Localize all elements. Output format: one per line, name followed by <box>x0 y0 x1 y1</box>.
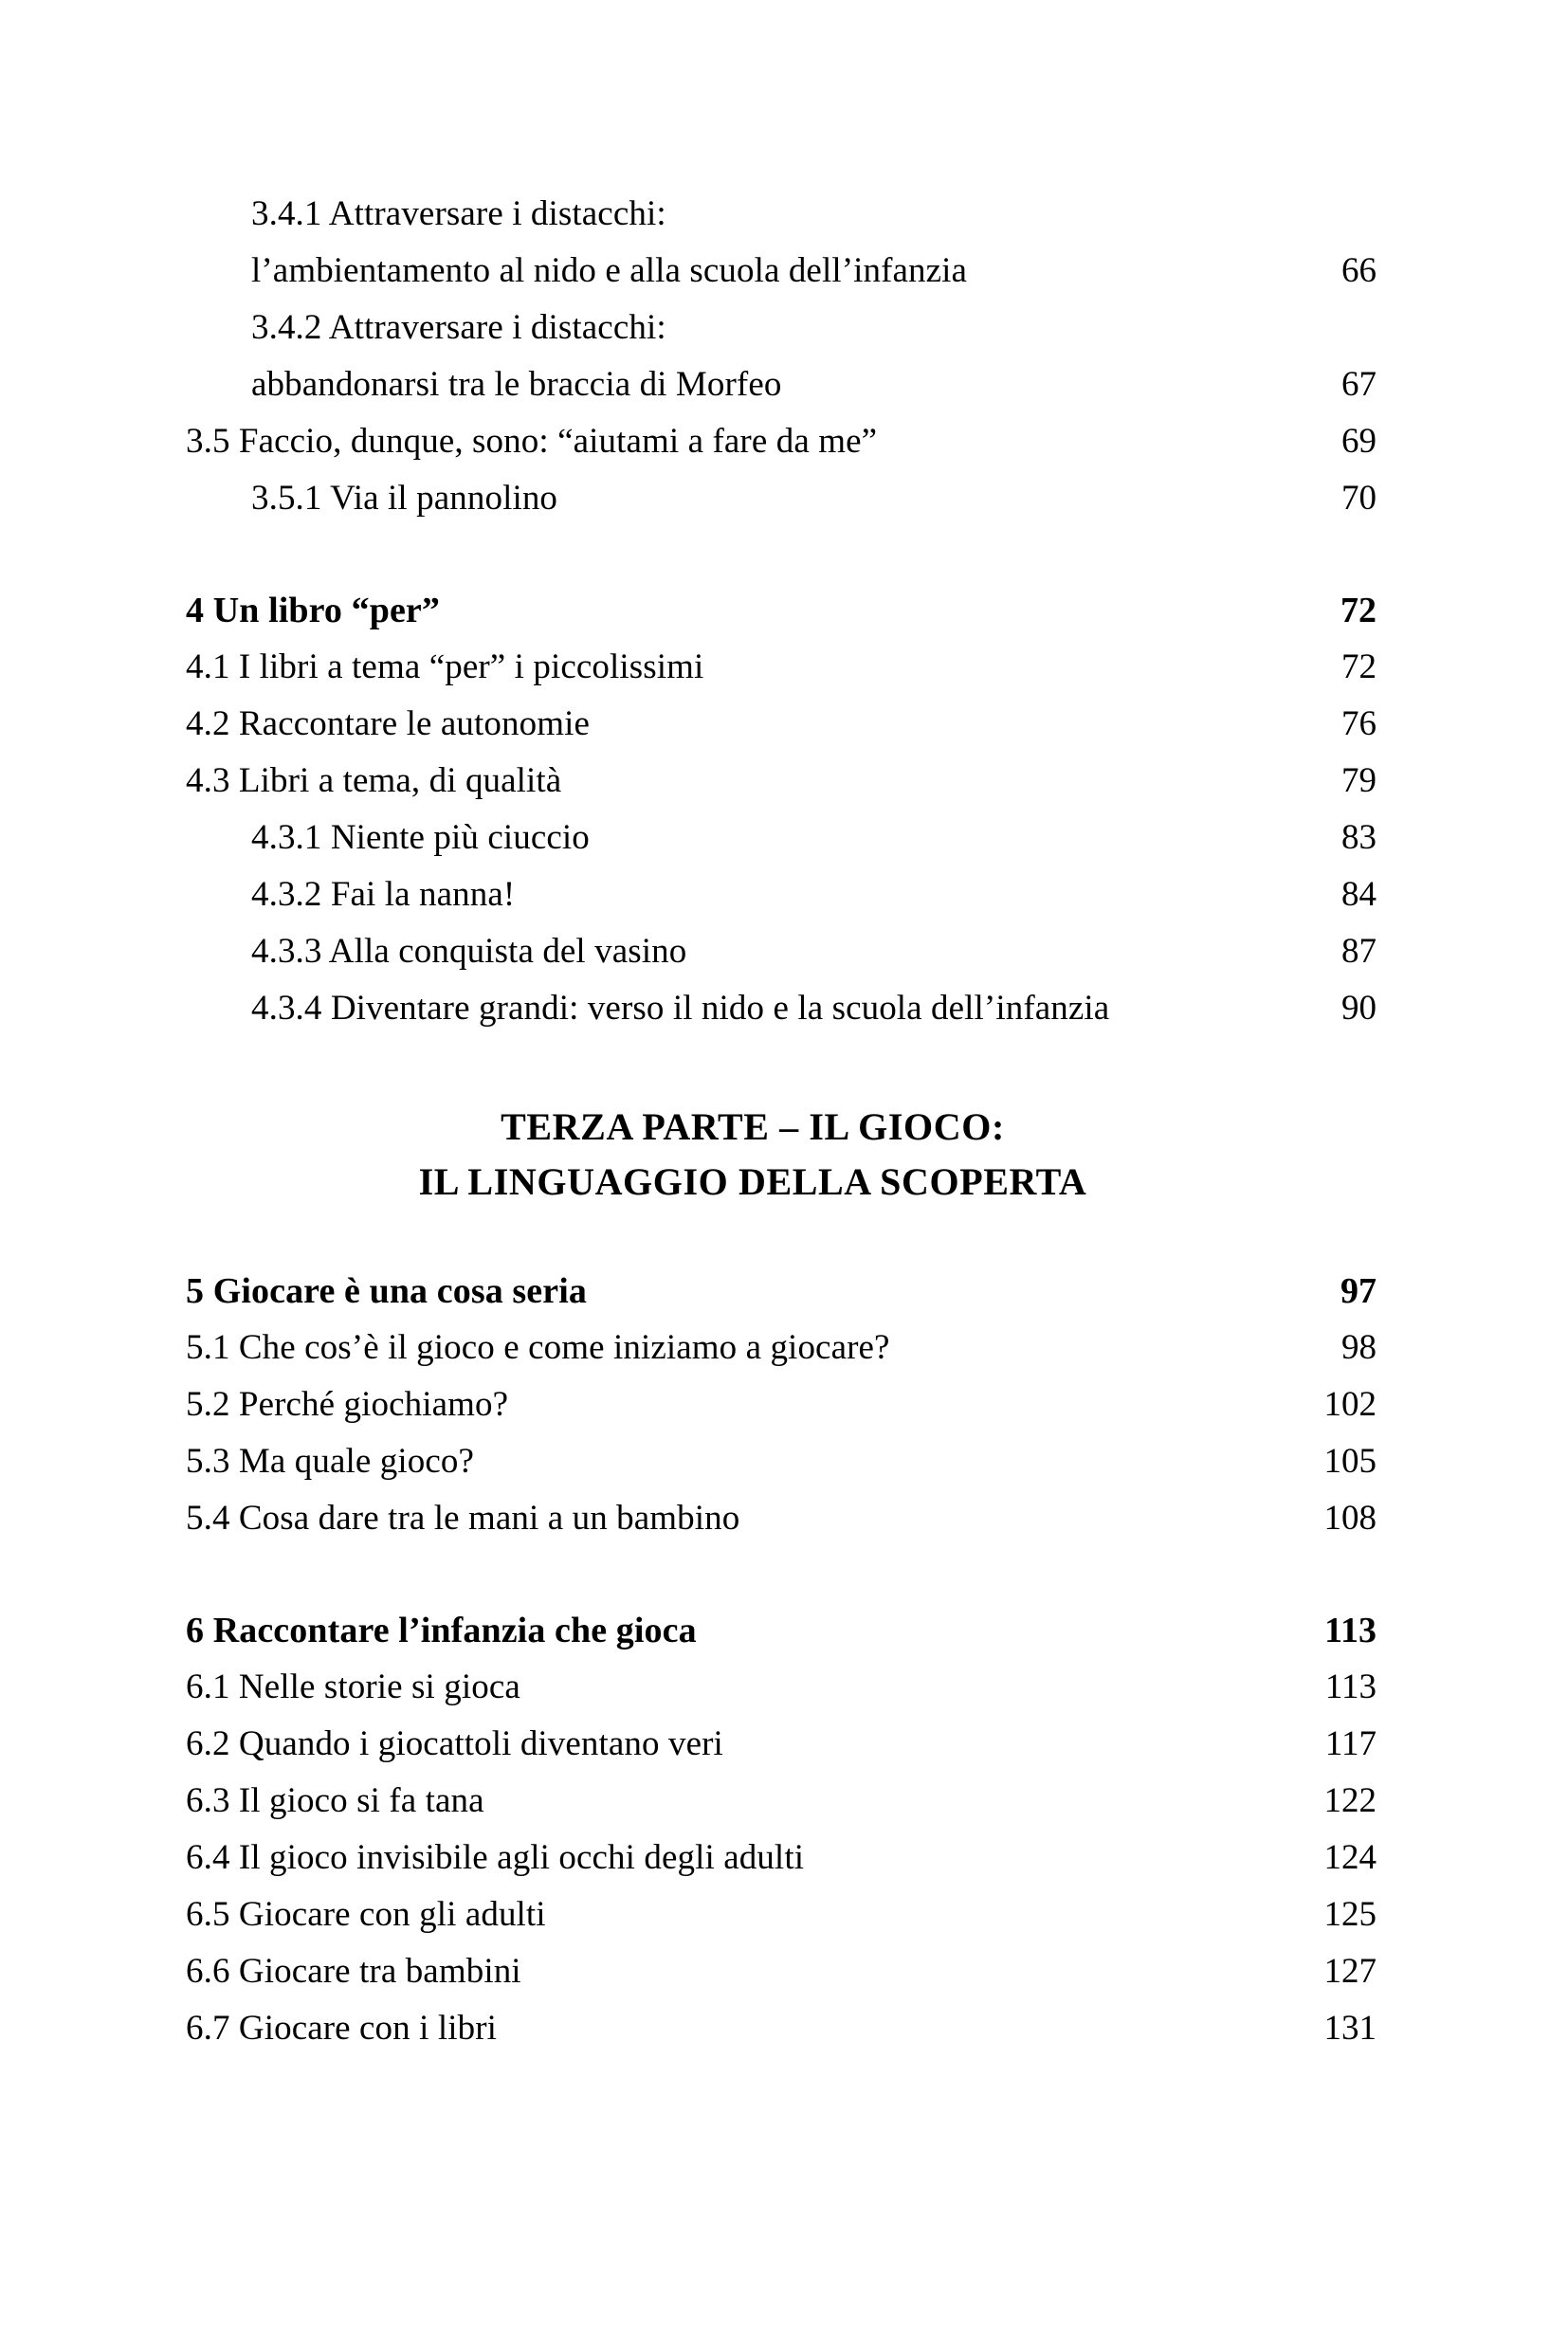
toc-page-number: 72 <box>1341 647 1377 686</box>
toc-page-number: 84 <box>1341 875 1377 914</box>
toc-page-number: 70 <box>1341 479 1377 518</box>
toc-chapter-label: 5 Giocare è una cosa seria <box>186 1271 587 1311</box>
part-title <box>186 1100 1377 1210</box>
toc-entry-label: 6.2 Quando i giocattoli diventano veri <box>186 1724 723 1763</box>
toc-entry-label: 6.4 Il gioco invisibile agli occhi degli adulti <box>186 1838 805 1877</box>
toc-entry[interactable] <box>186 2000 1377 2057</box>
toc-entry[interactable] <box>186 186 1377 300</box>
toc-entry-label: 6.1 Nelle storie si gioca <box>186 1668 520 1706</box>
toc-page-number: 117 <box>1324 1724 1377 1763</box>
toc-chapter-entry[interactable] <box>186 582 1377 639</box>
toc-page-number: 102 <box>1323 1385 1377 1424</box>
toc-entry[interactable] <box>251 470 1377 527</box>
toc-page-number: 69 <box>1341 422 1377 461</box>
toc-entry[interactable] <box>186 639 1377 696</box>
toc-entry-label: 4.3.4 Diventare grandi: verso il nido e la scuola dell’infanzia <box>251 989 1110 1028</box>
toc-entry[interactable] <box>186 1830 1377 1886</box>
part-title-text <box>186 1100 1320 1210</box>
toc-page-number: 90 <box>1341 989 1377 1028</box>
toc-entry[interactable] <box>186 1320 1377 1376</box>
toc-entry-label: 4.1 I libri a tema “per” i piccolissimi <box>186 647 704 686</box>
table-of-contents <box>186 186 1377 2057</box>
toc-entry-label-cont: l’ambientamento al nido e alla scuola dell’infanzia <box>251 251 968 290</box>
toc-page-number: 66 <box>1341 251 1377 290</box>
toc-page-number: 113 <box>1324 1668 1377 1706</box>
toc-page-number: 125 <box>1323 1895 1377 1934</box>
toc-entry-label: 6.5 Giocare con gli adulti <box>186 1895 546 1934</box>
toc-entry[interactable] <box>186 1659 1377 1716</box>
toc-entry-label-cont: abbandonarsi tra le braccia di Morfeo <box>251 365 782 404</box>
toc-page-number: 67 <box>1341 365 1377 404</box>
toc-entry[interactable] <box>186 1716 1377 1773</box>
part-title-line-1: TERZA PARTE – IL GIOCO: <box>501 1105 1005 1148</box>
toc-chapter-label: 4 Un libro “per” <box>186 591 440 630</box>
toc-entry-label: 5.3 Ma quale gioco? <box>186 1442 474 1481</box>
toc-page-number: 79 <box>1341 761 1377 800</box>
toc-entry[interactable] <box>251 810 1377 866</box>
toc-entry[interactable] <box>251 980 1377 1037</box>
toc-page-number: 98 <box>1341 1328 1377 1367</box>
toc-page-number: 83 <box>1341 818 1377 857</box>
toc-entry-label: 6.3 Il gioco si fa tana <box>186 1781 484 1820</box>
toc-entry-label: 6.7 Giocare con i libri <box>186 2009 498 2048</box>
toc-entry[interactable] <box>186 1773 1377 1830</box>
toc-entry-label: 4.3.1 Niente più ciuccio <box>251 818 590 857</box>
toc-page-number: 131 <box>1323 2009 1377 2048</box>
toc-entry-label: 3.4.2 Attraversare i distacchi: <box>251 308 666 347</box>
toc-entry-label: 4.3.2 Fai la nanna! <box>251 875 516 914</box>
toc-entry[interactable] <box>186 1490 1377 1547</box>
toc-entry-label: 4.3.3 Alla conquista del vasino <box>251 932 687 971</box>
toc-entry-line <box>251 356 1377 413</box>
toc-page-number: 87 <box>1341 932 1377 971</box>
toc-entry-label: 4.3 Libri a tema, di qualità <box>186 761 562 800</box>
toc-page-number: 113 <box>1324 1611 1377 1650</box>
part-title-line-2: IL LINGUAGGIO DELLA SCOPERTA <box>418 1160 1087 1203</box>
toc-page-number: 108 <box>1323 1499 1377 1538</box>
section-spacer <box>186 527 1377 582</box>
toc-entry[interactable] <box>251 923 1377 980</box>
toc-entry[interactable] <box>186 1433 1377 1490</box>
toc-entry-label: 5.1 Che cos’è il gioco e come iniziamo a giocare? <box>186 1328 890 1367</box>
toc-entry-label: 3.4.1 Attraversare i distacchi: <box>251 194 666 233</box>
toc-entry-line <box>251 300 1377 356</box>
toc-entry-label: 4.2 Raccontare le autonomie <box>186 704 590 743</box>
toc-page-number: 124 <box>1323 1838 1377 1877</box>
toc-entry[interactable] <box>251 866 1377 923</box>
toc-chapter-label: 6 Raccontare l’infanzia che gioca <box>186 1611 697 1650</box>
toc-chapter-entry[interactable] <box>186 1602 1377 1659</box>
toc-entry-line <box>251 186 1377 243</box>
toc-page-number: 105 <box>1323 1442 1377 1481</box>
toc-entry-label: 3.5.1 Via il pannolino <box>251 479 558 518</box>
toc-page-number: 97 <box>1340 1271 1377 1311</box>
toc-page-number: 76 <box>1341 704 1377 743</box>
toc-chapter-entry[interactable] <box>186 1263 1377 1320</box>
toc-page-number: 127 <box>1323 1952 1377 1991</box>
toc-entry-label: 5.2 Perché giochiamo? <box>186 1385 509 1424</box>
toc-entry[interactable] <box>186 696 1377 753</box>
toc-entry-label: 6.6 Giocare tra bambini <box>186 1952 521 1991</box>
section-spacer <box>186 1547 1377 1602</box>
toc-page-number: 72 <box>1340 591 1377 630</box>
toc-entry-label: 5.4 Cosa dare tra le mani a un bambino <box>186 1499 740 1538</box>
toc-entry-label: 3.5 Faccio, dunque, sono: “aiutami a fare da me” <box>186 422 878 461</box>
toc-entry[interactable] <box>186 413 1377 470</box>
toc-entry[interactable] <box>186 1886 1377 1943</box>
toc-entry[interactable] <box>186 1943 1377 2000</box>
toc-entry-line <box>251 243 1377 300</box>
toc-entry[interactable] <box>186 300 1377 413</box>
toc-entry[interactable] <box>186 753 1377 810</box>
toc-page-number: 122 <box>1323 1781 1377 1820</box>
toc-entry[interactable] <box>186 1376 1377 1433</box>
